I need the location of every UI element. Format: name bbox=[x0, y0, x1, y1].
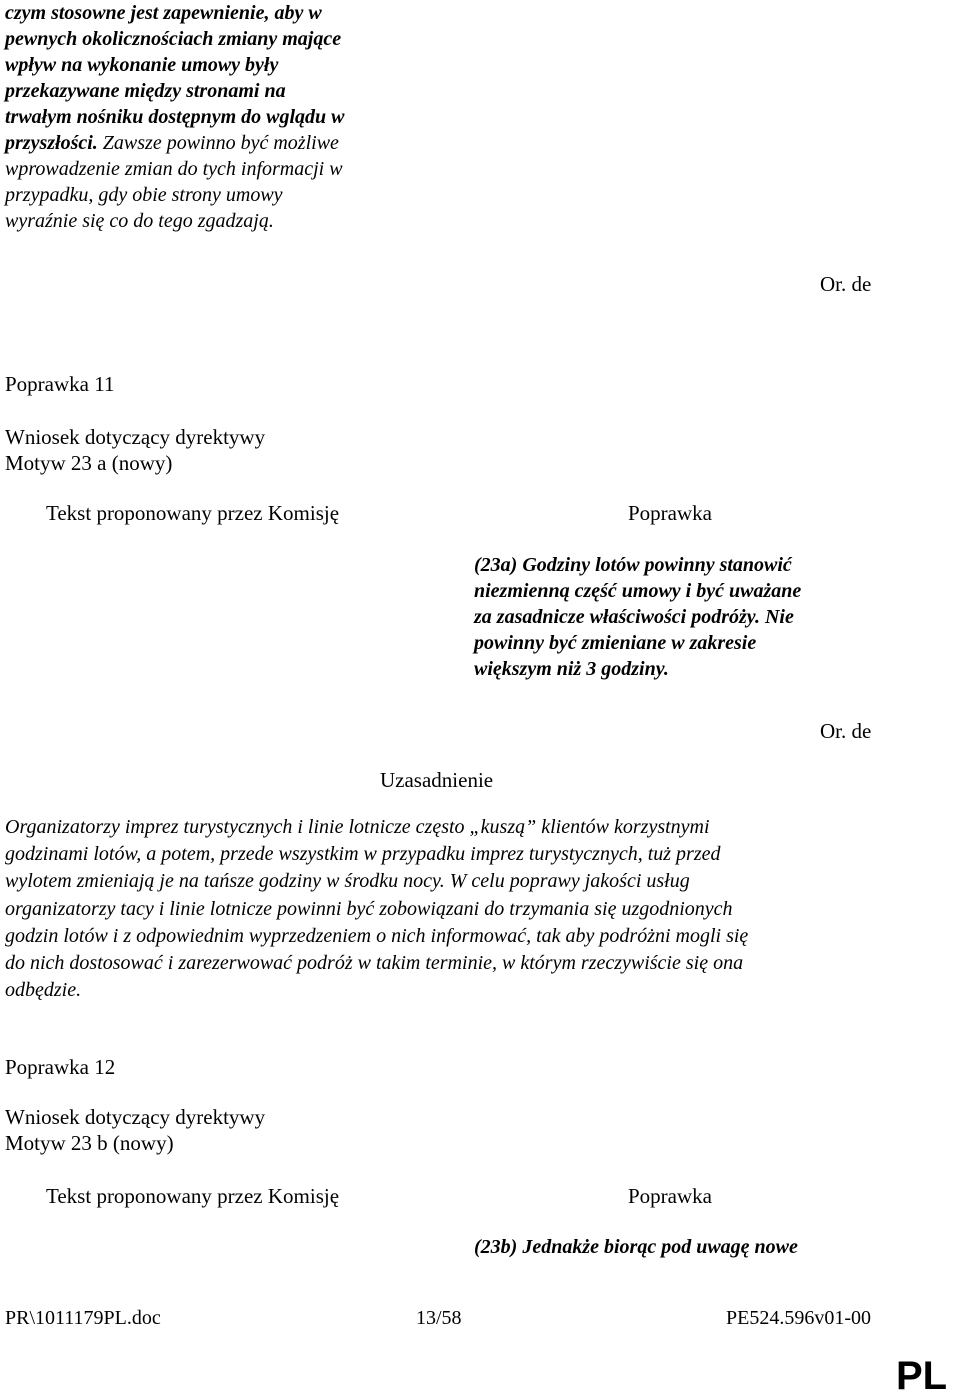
continued-line-5: trwałym nośniku dostępnym do wglądu w bbox=[5, 106, 345, 128]
amendment-11-proposal: Wniosek dotyczący dyrektywy bbox=[5, 425, 266, 449]
continued-line-7: wprowadzenie zmian do tych informacji w bbox=[5, 158, 343, 180]
amendment-11-col-commission: Tekst proponowany przez Komisję bbox=[46, 501, 340, 525]
continued-line-6-italic: Zawsze powinno być możliwe bbox=[97, 132, 339, 154]
justification-text bbox=[5, 814, 955, 1004]
justification-title: Uzasadnienie bbox=[380, 768, 494, 792]
amendment-12-col-commission: Tekst proponowany przez Komisję bbox=[46, 1184, 340, 1208]
footer-page-number: 13/58 bbox=[416, 1307, 462, 1329]
amendment-12-recital: Motyw 23 b (nowy) bbox=[5, 1131, 174, 1155]
amendment-11-recital: Motyw 23 a (nowy) bbox=[5, 451, 173, 475]
justification-line: odbędzie. bbox=[5, 979, 82, 1002]
continued-line-2: pewnych okolicznościach zmiany mające bbox=[5, 28, 342, 50]
amendment-12-title: Poprawka 12 bbox=[5, 1055, 116, 1079]
amendment-11-line-3 bbox=[474, 604, 874, 630]
footer-pe-ref: PE524.596v01-00 bbox=[726, 1307, 871, 1329]
original-language-note: Or. de bbox=[820, 272, 872, 296]
footer-language-code: PL bbox=[896, 1354, 948, 1398]
amendment-11-line-1: (23a) Godziny lotów powinny stanowić bbox=[474, 554, 792, 576]
justification-line: organizatorzy tacy i linie lotnicze powinni być zobowiązani do trzymania się uzgodnionych bbox=[5, 897, 733, 920]
continued-line-3: wpływ na wykonanie umowy były bbox=[5, 54, 279, 76]
amendment-11-line-4: powinny być zmieniane w zakresie bbox=[474, 632, 757, 654]
continued-line-1: czym stosowne jest zapewnienie, aby w bbox=[5, 2, 322, 24]
continued-line-8: przypadku, gdy obie strony umowy bbox=[5, 184, 283, 206]
amendment-11-title: Poprawka 11 bbox=[5, 372, 115, 396]
continued-line-9: wyraźnie się co do tego zgadzają. bbox=[5, 210, 274, 232]
amendment-12-proposal: Wniosek dotyczący dyrektywy bbox=[5, 1105, 266, 1129]
amendment-11-line-3-rest: Nie bbox=[759, 606, 794, 628]
continued-line-6 bbox=[5, 130, 425, 156]
justification-line: godzinami lotów, a potem, przede wszystkim w przypadku imprez turystycznych, tuż przed bbox=[5, 843, 721, 866]
amendment-11-text bbox=[474, 552, 874, 682]
amendment-12-line-1: (23b) Jednakże biorąc pod uwagę nowe bbox=[474, 1236, 798, 1258]
justification-line: wylotem zmieniają je na tańsze godziny w środku nocy. W celu poprawy jakości usług bbox=[5, 870, 690, 893]
continued-line-4: przekazywane między stronami na bbox=[5, 80, 286, 102]
amendment-11-col-amendment: Poprawka bbox=[628, 501, 712, 525]
justification-line: godzin lotów i z odpowiednim wyprzedzeniem o nich informować, tak aby podróżni mogli się bbox=[5, 924, 749, 947]
footer-doc-ref: PR\1011179PL.doc bbox=[5, 1307, 161, 1329]
amendment-12-col-amendment: Poprawka bbox=[628, 1184, 712, 1208]
amendment-11-line-2: niezmienną część umowy i być uważane bbox=[474, 580, 802, 602]
justification-line: Organizatorzy imprez turystycznych i linie lotnicze często „kuszą” klientów korzystnymi bbox=[5, 816, 710, 838]
justification-line: do nich dostosować i zarezerwować podróż w takim terminie, w którym rzeczywiście się ona bbox=[5, 952, 744, 975]
continued-line-6-bold: przyszłości. bbox=[5, 132, 98, 154]
continued-amendment-text bbox=[5, 0, 425, 234]
amendment-11-original-language-note: Or. de bbox=[820, 719, 872, 743]
amendment-11-line-3-bold: za zasadnicze właściwości podróży. bbox=[474, 606, 760, 628]
amendment-11-line-5: większym niż 3 godziny. bbox=[474, 658, 669, 680]
